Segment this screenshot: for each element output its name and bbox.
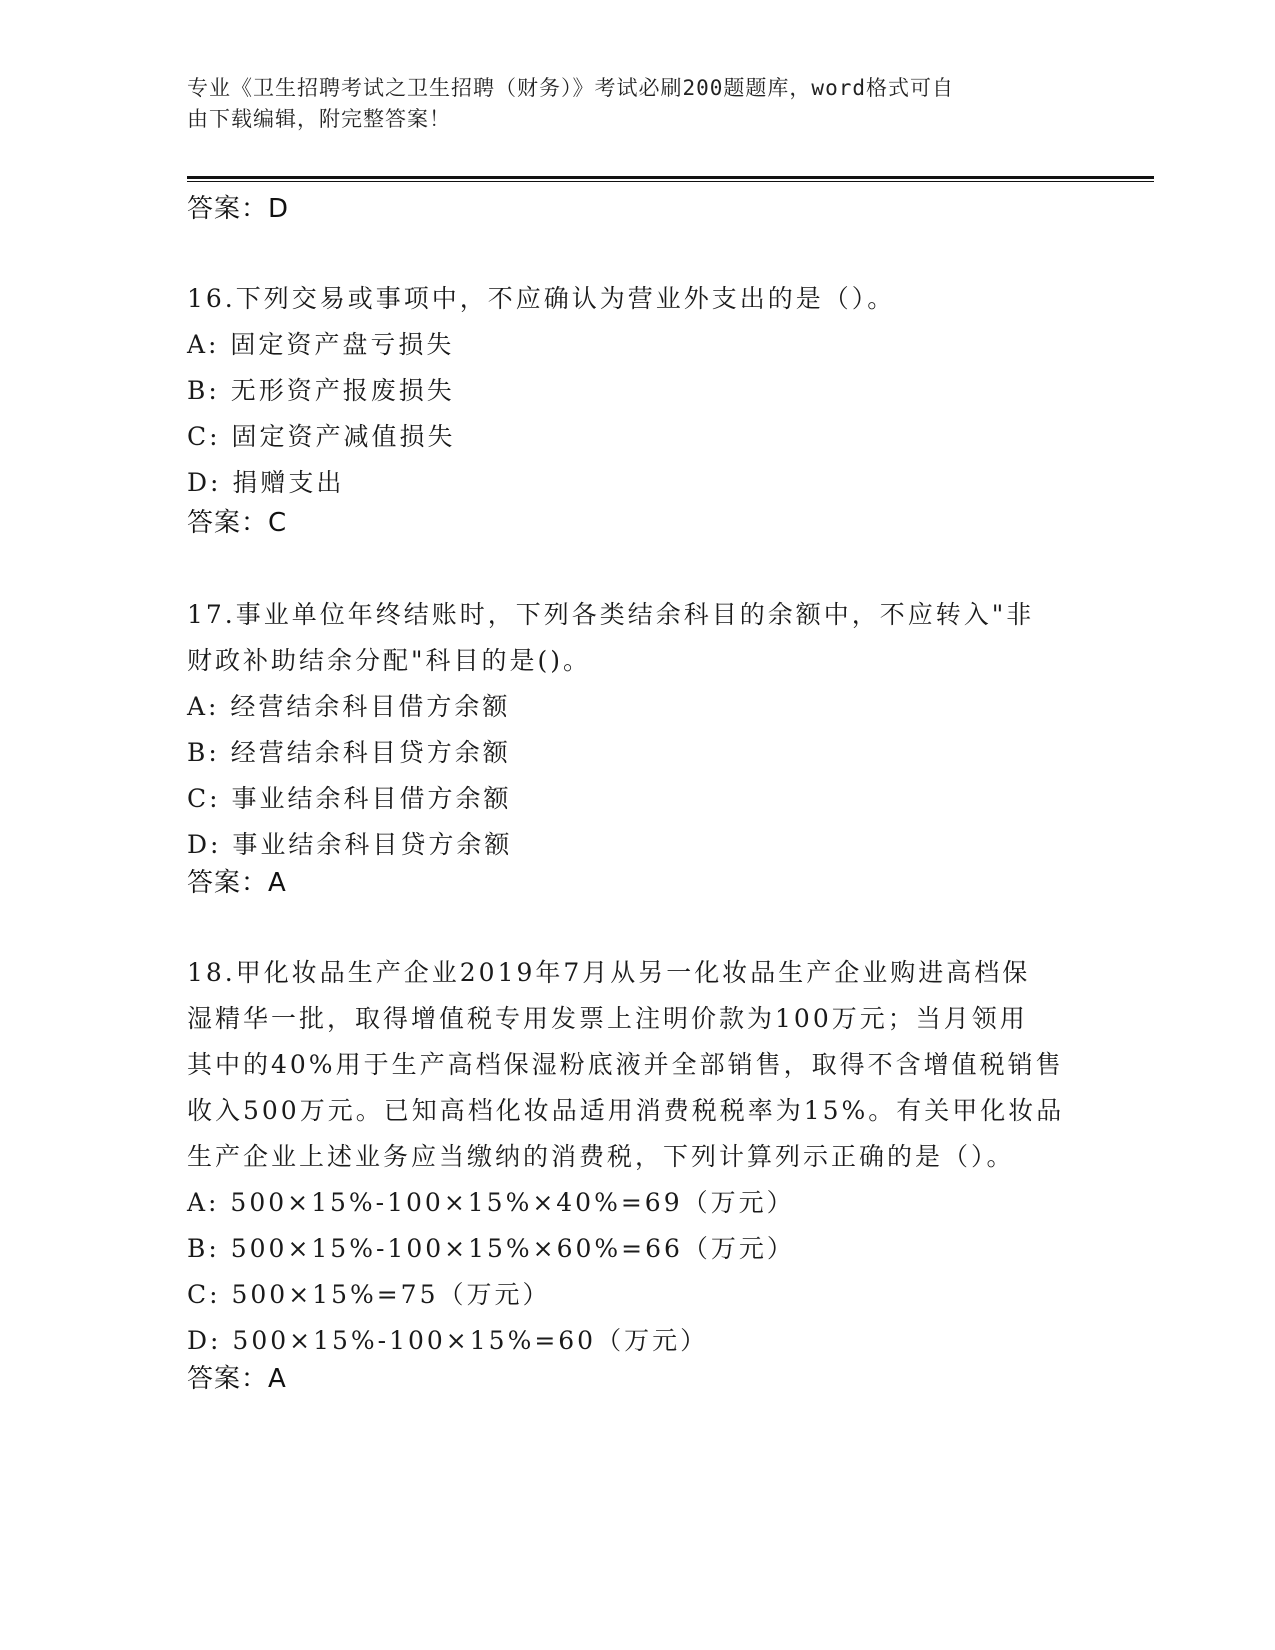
question-18-option-b: B: 500×15%-100×15%×60%=66（万元） [187,1234,795,1263]
document-header [187,73,1067,135]
question-18-stem-line-1: 18.甲化妆品生产企业2019年7月从另一化妆品生产企业购进高档保 [187,958,1031,987]
header-line-1: 专业《卫生招聘考试之卫生招聘（财务）》考试必刷200题题库，word格式可自 [187,76,954,100]
question-17-option-d: D: 事业结余科目贷方余额 [187,830,513,859]
header-line-2: 由下载编辑，附完整答案！ [187,107,451,131]
question-17-option-b: B: 经营结余科目贷方余额 [187,738,511,767]
question-17-answer: 答案：A [187,868,287,898]
question-17-option-a: A: 经营结余科目借方余额 [187,692,511,721]
question-18-stem-line-4: 收入500万元。已知高档化妆品适用消费税税率为15%。有关甲化妆品 [187,1096,1065,1125]
question-17-stem-line-1: 17.事业单位年终结账时，下列各类结余科目的余额中，不应转入"非 [187,600,1035,629]
question-18-option-c: C: 500×15%=75（万元） [187,1280,551,1309]
question-16-option-a: A: 固定资产盘亏损失 [187,330,455,359]
question-16-option-d: D: 捐赠支出 [187,468,345,497]
question-16-option-b: B: 无形资产报废损失 [187,376,455,405]
question-17 [187,592,1087,868]
header-divider-thick [187,176,1154,179]
question-18-answer: 答案：A [187,1364,287,1394]
question-18-option-a: A: 500×15%-100×15%×40%=69（万元） [187,1188,795,1217]
question-18-stem-line-3: 其中的40%用于生产高档保湿粉底液并全部销售，取得不含增值税销售 [187,1050,1064,1079]
question-18-stem-line-5: 生产企业上述业务应当缴纳的消费税，下列计算列示正确的是（）。 [187,1142,1015,1171]
question-17-stem-line-2: 财政补助结余分配"科目的是()。 [187,646,592,675]
question-18-option-d: D: 500×15%-100×15%=60（万元） [187,1326,709,1355]
header-divider-thin [187,181,1154,182]
question-18 [187,950,1087,1364]
question-16-option-c: C: 固定资产减值损失 [187,422,456,451]
question-17-option-c: C: 事业结余科目借方余额 [187,784,512,813]
question-18-stem-line-2: 湿精华一批，取得增值税专用发票上注明价款为100万元；当月领用 [187,1004,1028,1033]
previous-answer: 答案：D [187,194,290,224]
question-16-stem: 16.下列交易或事项中，不应确认为营业外支出的是（）。 [187,284,896,313]
question-16 [187,276,1087,506]
question-16-answer: 答案：C [187,508,288,538]
